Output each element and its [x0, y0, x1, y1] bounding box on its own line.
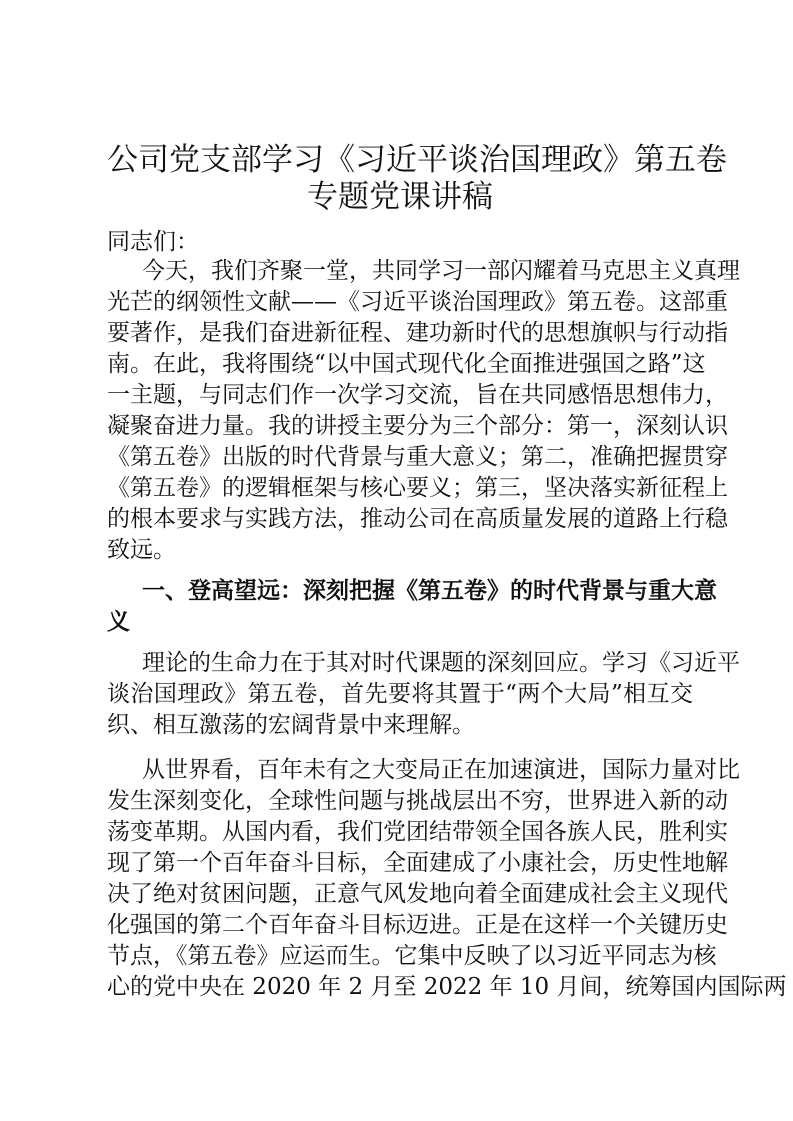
text-line: 一、登高望远：深刻把握《第五卷》的时代背景与重大意	[142, 577, 717, 604]
paragraph-theory	[107, 648, 740, 741]
text-line: 《第五卷》出版的时代背景与重大意义；第二，准确把握贯穿	[107, 444, 728, 470]
title-line-1: 公司党支部学习《习近平谈治国理政》第五卷	[107, 142, 727, 178]
text-line: 发生深刻变化，全球性问题与挑战层出不穷，世界进入新的动	[107, 788, 728, 814]
text-line: 决了绝对贫困问题，正意气风发地向着全面建成社会主义现代	[107, 881, 728, 907]
text-line: 荡变革期。从国内看，我们党团结带领全国各族人民，胜利实	[107, 819, 728, 845]
text-line: 南。在此，我将围绕“以中国式现代化全面推进强国之路”这	[107, 351, 706, 377]
document-title	[107, 142, 727, 216]
text-line: 现了第一个百年奋斗目标，全面建成了小康社会，历史性地解	[107, 850, 728, 876]
text-line: 《第五卷》的逻辑框架与核心要义；第三，坚决落实新征程上	[107, 475, 728, 501]
greeting-text: 同志们：	[107, 229, 199, 255]
text-line: 织、相互激荡的宏阔背景中来理解。	[107, 712, 475, 738]
text-line: 致远。	[107, 537, 176, 563]
text-line: 化强国的第二个百年奋斗目标迈进。正是在这样一个关键历史	[107, 912, 728, 938]
text-line: 理论的生命力在于其对时代课题的深刻回应。学习《习近平	[142, 650, 740, 676]
text-line: 的根本要求与实践方法，推动公司在高质量发展的道路上行稳	[107, 506, 728, 532]
text-line: 光芒的纲领性文献——《习近平谈治国理政》第五卷。这部重	[107, 289, 728, 315]
paragraph-context	[107, 755, 787, 1003]
section-heading-1	[107, 575, 717, 637]
text-line: 节点，《第五卷》应运而生。它集中反映了以习近平同志为核	[107, 943, 717, 969]
text-line: 凝聚奋进力量。我的讲授主要分为三个部分：第一，深刻认识	[107, 413, 728, 439]
text-line: 心的党中央在 2020 年 2 月至 2022 年 10 月间，统筹国内国际两	[107, 974, 787, 1000]
text-line: 从世界看，百年未有之大变局正在加速演进，国际力量对比	[142, 757, 740, 783]
paragraph-intro	[107, 256, 740, 566]
text-line: 要著作，是我们奋进新征程、建功新时代的思想旗帜与行动指	[107, 320, 728, 346]
title-line-2: 专题党课讲稿	[307, 179, 493, 215]
greeting	[107, 227, 693, 258]
text-line: 一主题，与同志们作一次学习交流，旨在共同感悟思想伟力，	[107, 382, 728, 408]
text-line: 今天，我们齐聚一堂，共同学习一部闪耀着马克思主义真理	[142, 258, 740, 284]
text-line: 谈治国理政》第五卷，首先要将其置于“两个大局”相互交	[107, 681, 693, 707]
text-line: 义	[107, 608, 130, 635]
